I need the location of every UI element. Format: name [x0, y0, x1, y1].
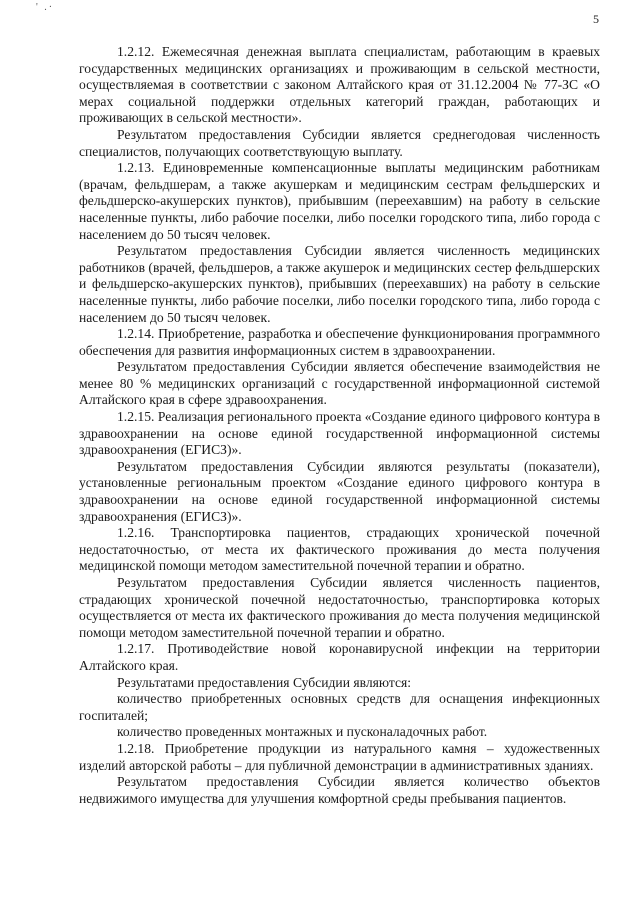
paragraph-result-1-2-16: Результатом предоставления Субсидии является численность пациентов, страдающих хронической почечной недостаточностью, транспортировка которых осуществляется от места их фактического проживания до места получения медицинской помощи методом заместительной почечной терапии и обратно. — [79, 575, 600, 640]
paragraph-result-item-works: количество проведенных монтажных и пусконаладочных работ. — [117, 724, 488, 740]
paragraph-1-2-17: 1.2.17. Противодействие новой коронавирусной инфекции на территории Алтайского края. — [79, 641, 600, 673]
paragraph-results-intro-1-2-17: Результатами предоставления Субсидии являются: — [117, 674, 412, 690]
paragraph-1-2-13: 1.2.13. Единовременные компенсационные выплаты медицинским работникам (врачам, фельдшерам, а также акушеркам и медицинским сестрам фельдшерских и фельдшерско-акушерских пунктов), прибывшим (переехавшим) на работу в сельские населенные пункты, либо рабочие поселки, либо поселки городского типа, либо города с населением до 50 тысяч человек. — [79, 160, 600, 242]
paragraph-1-2-12: 1.2.12. Ежемесячная денежная выплата специалистам, работающим в краевых государственных медицинских организациях и проживающим в сельской местности, осуществляемая в соответствии с законом Алтайского края от 31.12.2004 № 77-ЗС «О мерах социальной поддержки отдельных категорий граждан, работающих и проживающих в сельской местности». — [79, 44, 600, 126]
document-body — [79, 44, 600, 807]
paragraph-result-1-2-13: Результатом предоставления Субсидии является численность медицинских работников (врачей, фельдшеров, а также акушерок и медицинских сестер фельдшерских и фельдшерско-акушерских пунктов), прибывших (переехавших) на работу в сельские населенные пункты, либо рабочие поселки, либо поселки городского типа, либо города с населением до 50 тысяч человек. — [79, 243, 600, 325]
paragraph-1-2-15: 1.2.15. Реализация регионального проекта «Создание единого цифрового контура в здравоохранении на основе единой государственной информационной системы здравоохранения (ЕГИСЗ)». — [79, 409, 600, 458]
paragraph-1-2-18: 1.2.18. Приобретение продукции из натурального камня – художественных изделий авторской работы – для публичной демонстрации в административных зданиях. — [79, 740, 600, 773]
scan-corner-mark: ' .· — [36, 2, 55, 13]
paragraph-result-1-2-15: Результатом предоставления Субсидии являются результаты (показатели), установленные региональным проектом «Создание единого цифрового контура в здравоохранении на основе единой государственной информационной системы здравоохранения (ЕГИСЗ)». — [79, 458, 600, 524]
paragraph-1-2-16: 1.2.16. Транспортировка пациентов, страдающих хронической почечной недостаточностью, от места их фактического проживания до места получения медицинской помощи методом заместительной почечной терапии и обратно. — [79, 525, 600, 574]
paragraph-result-1-2-12: Результатом предоставления Субсидии является среднегодовая численность специалистов, получающих соответствующую выплату. — [79, 126, 600, 159]
paragraph-1-2-14: 1.2.14. Приобретение, разработка и обеспечение функционирования программного обеспечения для развития информационных систем в здравоохранении. — [79, 326, 600, 358]
paragraph-result-1-2-14: Результатом предоставления Субсидии является обеспечение взаимодействия не менее 80 % медицинских организаций с государственной информационной системой Алтайского края в сфере здравоохранения. — [79, 359, 600, 408]
paragraph-result-item-equipment: количество приобретенных основных средств для оснащения инфекционных госпиталей; — [79, 691, 600, 723]
paragraph-result-1-2-18: Результатом предоставления Субсидии является количество объектов недвижимого имущества для улучшения комфортной среды пребывания пациентов. — [79, 774, 600, 806]
page-number: 5 — [593, 12, 599, 26]
